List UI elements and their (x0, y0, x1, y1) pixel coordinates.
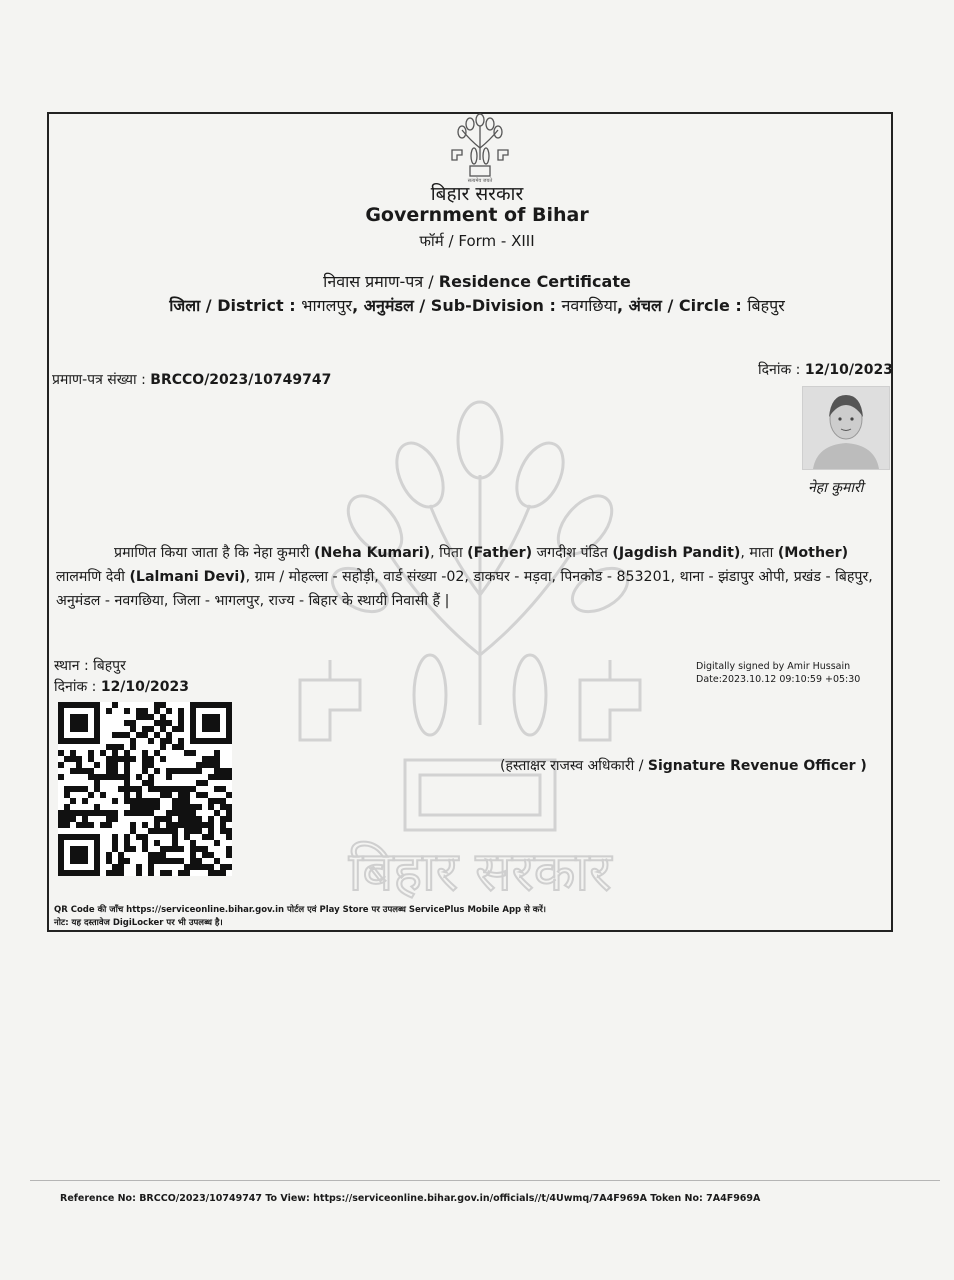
emblem-text: सत्यमेव जयते (467, 178, 493, 184)
statement-part: लालमणि देवी (56, 569, 130, 585)
certificate-title-english: Residence Certificate (438, 272, 631, 291)
father-name-english: (Jagdish Pandit) (612, 545, 741, 561)
circle-label: , अंचल / Circle : (617, 296, 748, 315)
issue-date (758, 360, 893, 379)
issue-date-label: दिनांक : (758, 362, 805, 378)
footer-date-label: दिनांक : (54, 679, 101, 695)
qr-code[interactable] (58, 702, 232, 876)
statement-part: प्रमाणित किया जाता है कि नेहा कुमारी (114, 545, 314, 561)
mother-name-english: (Lalmani Devi) (129, 569, 246, 585)
officer-signature-label (500, 756, 867, 775)
digital-signature-date: Date:2023.10.12 09:10:59 +05:30 (696, 674, 861, 685)
footer-date-value: 12/10/2023 (100, 679, 189, 695)
officer-label-hindi: (हस्ताक्षर राजस्व अधिकारी / (500, 758, 648, 774)
issue-date-value: 12/10/2023 (804, 362, 893, 378)
district-value: भागलपुर (301, 296, 353, 315)
certificate-number-value: BRCCO/2023/10749747 (150, 372, 332, 388)
officer-label-english: Signature Revenue Officer ) (647, 758, 867, 774)
statement-part: जगदीश पंडित (532, 545, 613, 561)
applicant-name-english: (Neha Kumari) (313, 545, 431, 561)
location-line (0, 294, 954, 316)
bodhi-tree-emblem (440, 112, 520, 184)
digilocker-note: नोट: यह दस्तावेज DigiLocker पर भी उपलब्ध है। (54, 918, 223, 928)
certificate-title (0, 270, 954, 292)
digital-signature (696, 660, 876, 686)
certificate-number (52, 370, 331, 389)
footer-date (54, 677, 189, 696)
form-number: फॉर्म / Form - XIII (419, 232, 535, 250)
reference-line: Reference No: BRCCO/2023/10749747 To View: https://serviceonline.bihar.gov.in/officials//t/4Uwmq/7A4F969A Token No: 7A4F969A (60, 1193, 761, 1204)
subdivision-label: , अनुमंडल / Sub-Division : (352, 296, 562, 315)
mother-label: (Mother) (777, 545, 849, 561)
certificate-number-label: प्रमाण-पत्र संख्या : (52, 372, 151, 388)
government-title: Government of Bihar (365, 204, 589, 226)
state-title-hindi: बिहार सरकार (430, 183, 524, 205)
statement-part: , ग्राम / मोहल्ला - सहोड़ी, वार्ड संख्या -02, डाकघर - मड़वा, पिनकोड - 853201, थाना - झंडापुर ओपी, प्रखंड - बिहपुर, अनुमंडल - नवगछिया, जिला - भागलपुर, राज्य - बिहार के स्थायी निवासी हैं | (56, 569, 873, 609)
applicant-signature: नेहा कुमारी (808, 480, 864, 496)
qr-verification-note: QR Code की जाँच https://serviceonline.bihar.gov.in पोर्टल एवं Play Store पर उपलब्ध ServicePlus Mobile App से करें। (54, 905, 547, 915)
digital-signature-name: Digitally signed by Amir Hussain (696, 661, 851, 672)
district-label: जिला / District : (169, 296, 302, 315)
subdivision-value: नवगछिया (561, 296, 618, 315)
footnote (54, 904, 546, 930)
reference-divider (30, 1180, 940, 1181)
father-label: (Father) (467, 545, 533, 561)
certificate-statement (56, 541, 896, 613)
watermark-text: बिहार सरकार (348, 840, 612, 903)
certificate-title-hindi: निवास प्रमाण-पत्र / (323, 272, 439, 291)
place: स्थान : बिहपुर (54, 658, 126, 674)
statement-part: , पिता (430, 545, 468, 561)
statement-part: , माता (740, 545, 778, 561)
applicant-photo (802, 386, 890, 470)
circle-value: बिहपुर (747, 296, 785, 315)
